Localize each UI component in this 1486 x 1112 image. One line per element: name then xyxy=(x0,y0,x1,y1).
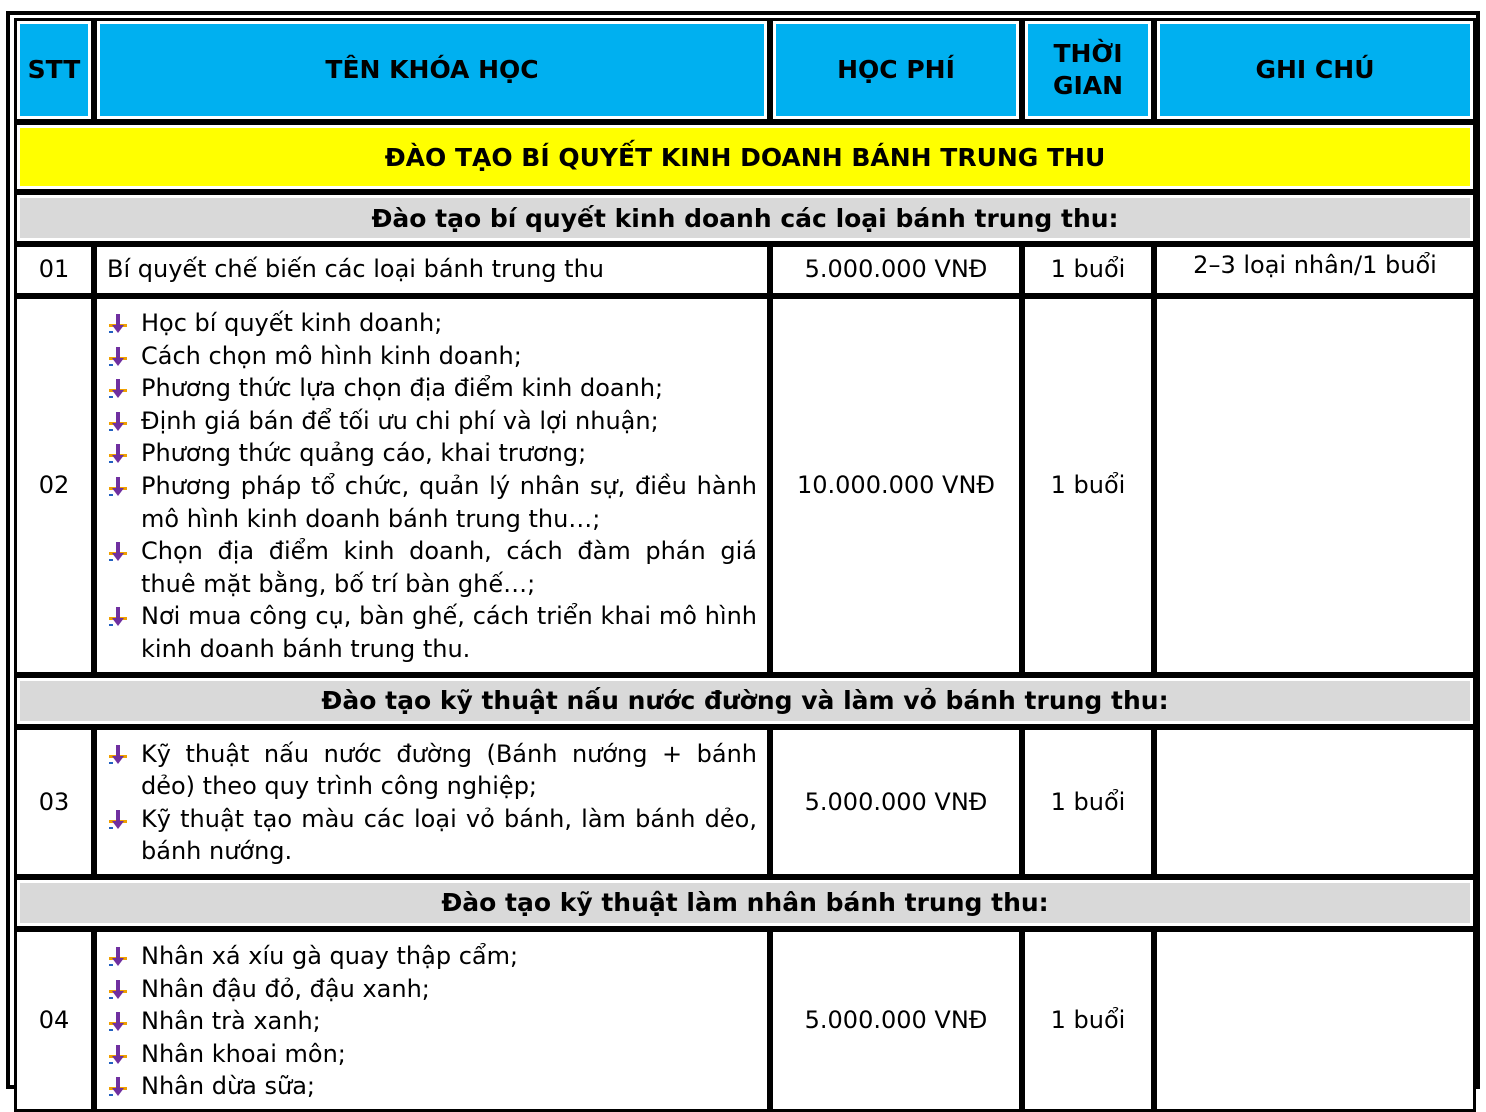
header-stt: STT xyxy=(14,18,94,122)
list-item-text: Nhân dừa sữa; xyxy=(141,1072,315,1101)
row-time: 1 buổi xyxy=(1022,929,1154,1112)
header-row xyxy=(14,18,1476,122)
arrow-down-bullet-icon xyxy=(107,443,129,465)
row-stt: 01 xyxy=(14,244,94,296)
bullet-list xyxy=(107,307,757,666)
table-row xyxy=(14,727,1476,877)
list-item-text: Kỹ thuật tạo màu các loại vỏ bánh, làm bánh dẻo, bánh nướng. xyxy=(141,804,757,866)
list-item xyxy=(107,340,757,373)
arrow-down-bullet-icon xyxy=(107,378,129,400)
row-note xyxy=(1154,727,1476,877)
arrow-down-bullet-icon xyxy=(107,476,129,498)
header-time: THỜI GIAN xyxy=(1022,18,1154,122)
row-course-name: Bí quyết chế biến các loại bánh trung thu xyxy=(94,244,770,296)
bullet-list xyxy=(107,940,757,1103)
list-item-text: Kỹ thuật nấu nước đường (Bánh nướng + bánh dẻo) theo quy trình công nghiệp; xyxy=(141,739,757,801)
list-item-text: Định giá bán để tối ưu chi phí và lợi nhuận; xyxy=(141,406,659,435)
header-fee: HỌC PHÍ xyxy=(770,18,1022,122)
row-note xyxy=(1154,929,1476,1112)
row-stt: 03 xyxy=(14,727,94,877)
course-table-frame xyxy=(6,11,1480,1101)
arrow-down-bullet-icon xyxy=(107,346,129,368)
row-time: 1 buổi xyxy=(1022,244,1154,296)
arrow-down-bullet-icon xyxy=(107,606,129,628)
header-course-name: TÊN KHÓA HỌC xyxy=(94,18,770,122)
arrow-down-bullet-icon xyxy=(107,541,129,563)
row-note: 2–3 loại nhân/1 buổi xyxy=(1154,244,1476,296)
row-course-items xyxy=(94,727,770,877)
list-item xyxy=(107,803,757,868)
section-title-business: Đào tạo bí quyết kinh doanh các loại bánh trung thu: xyxy=(14,192,1476,244)
arrow-down-bullet-icon xyxy=(107,411,129,433)
list-item-text: Phương thức lựa chọn địa điểm kinh doanh; xyxy=(141,374,664,403)
table-row xyxy=(14,244,1476,296)
list-item-text: Phương thức quảng cáo, khai trương; xyxy=(141,439,587,468)
table-row xyxy=(14,296,1476,675)
list-item xyxy=(107,600,757,665)
row-fee: 5.000.000 VNĐ xyxy=(770,244,1022,296)
list-item-text: Nhân khoai môn; xyxy=(141,1039,346,1068)
header-note: GHI CHÚ xyxy=(1154,18,1476,122)
row-fee: 10.000.000 VNĐ xyxy=(770,296,1022,675)
list-item-text: Học bí quyết kinh doanh; xyxy=(141,309,443,337)
arrow-down-bullet-icon xyxy=(107,1011,129,1033)
list-item xyxy=(107,1038,757,1071)
list-item-text: Nơi mua công cụ, bàn ghế, cách triển khai mô hình kinh doanh bánh trung thu. xyxy=(141,602,757,663)
list-item xyxy=(107,470,757,535)
list-item xyxy=(107,1070,757,1103)
arrow-down-bullet-icon xyxy=(107,809,129,831)
row-fee: 5.000.000 VNĐ xyxy=(770,727,1022,877)
list-item-text: Nhân trà xanh; xyxy=(141,1007,321,1036)
list-item xyxy=(107,1005,757,1038)
row-time: 1 buổi xyxy=(1022,296,1154,675)
arrow-down-bullet-icon xyxy=(107,1076,129,1098)
list-item-text: Cách chọn mô hình kinh doanh; xyxy=(141,341,522,370)
section-title-filling: Đào tạo kỹ thuật làm nhân bánh trung thu: xyxy=(14,877,1476,929)
list-item xyxy=(107,372,757,405)
arrow-down-bullet-icon xyxy=(107,979,129,1001)
list-item xyxy=(107,535,757,600)
list-item xyxy=(107,437,757,470)
table-row xyxy=(14,929,1476,1112)
row-fee: 5.000.000 VNĐ xyxy=(770,929,1022,1112)
arrow-down-bullet-icon xyxy=(107,313,129,335)
row-time: 1 buổi xyxy=(1022,727,1154,877)
section-title-crust: Đào tạo kỹ thuật nấu nước đường và làm vỏ bánh trung thu: xyxy=(14,675,1476,727)
course-fee-table xyxy=(14,18,1476,1112)
list-item xyxy=(107,940,757,973)
list-item-text: Nhân xá xíu gà quay thập cẩm; xyxy=(141,941,519,970)
arrow-down-bullet-icon xyxy=(107,1044,129,1066)
bullet-list xyxy=(107,738,757,868)
list-item xyxy=(107,307,757,340)
row-note xyxy=(1154,296,1476,675)
list-item-text: Phương pháp tổ chức, quản lý nhân sự, điều hành mô hình kinh doanh bánh trung thu…; xyxy=(141,471,757,533)
row-course-items xyxy=(94,296,770,675)
row-stt: 04 xyxy=(14,929,94,1112)
list-item xyxy=(107,405,757,438)
arrow-down-bullet-icon xyxy=(107,946,129,968)
list-item-text: Chọn địa điểm kinh doanh, cách đàm phán giá thuê mặt bằng, bố trí bàn ghế…; xyxy=(141,537,757,598)
list-item xyxy=(107,973,757,1006)
row-course-items xyxy=(94,929,770,1112)
list-item xyxy=(107,738,757,803)
program-banner: ĐÀO TẠO BÍ QUYẾT KINH DOANH BÁNH TRUNG THU xyxy=(14,122,1476,192)
row-stt: 02 xyxy=(14,296,94,675)
list-item-text: Nhân đậu đỏ, đậu xanh; xyxy=(141,974,430,1003)
arrow-down-bullet-icon xyxy=(107,744,129,766)
